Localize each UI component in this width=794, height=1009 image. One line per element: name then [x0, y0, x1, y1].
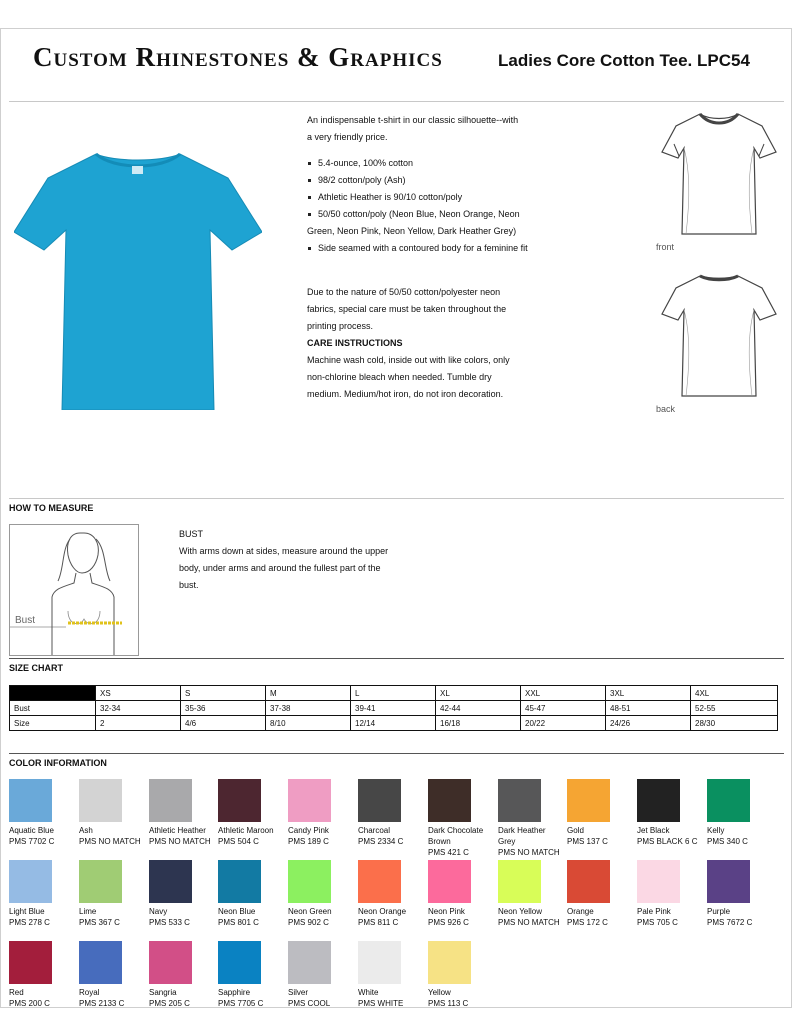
product-description	[307, 112, 547, 146]
color-swatch	[149, 860, 219, 928]
pms-code: PMS 2334 C	[358, 837, 404, 846]
color-swatch	[79, 779, 149, 847]
pms-code: PMS 421 C	[428, 848, 469, 857]
color-name: Yellow	[428, 988, 451, 997]
size-header-cell: L	[351, 686, 436, 701]
bust-row	[10, 701, 778, 716]
pms-code: PMS 205 C	[149, 999, 190, 1008]
size-cell: 32-34	[96, 701, 181, 716]
color-name: Neon Pink	[428, 907, 465, 916]
feature-item-continued: Green, Neon Pink, Neon Yellow, Dark Heather Grey)	[307, 226, 517, 236]
color-swatch	[149, 941, 219, 1009]
feature-item: Side seamed with a contoured body for a feminine fit	[307, 240, 557, 257]
color-chip	[288, 941, 331, 984]
color-name: Neon Green	[288, 907, 332, 916]
color-swatch	[288, 860, 358, 928]
care-line: Machine wash cold, inside out with like colors, only	[307, 355, 510, 365]
size-cell: 39-41	[351, 701, 436, 716]
size-cell: 4/6	[181, 716, 266, 731]
color-swatch	[498, 860, 568, 928]
color-chip	[428, 941, 471, 984]
color-swatch	[567, 860, 637, 928]
color-swatch	[9, 941, 79, 1009]
pms-code: PMS NO MATCH	[498, 918, 560, 927]
size-cell: 8/10	[266, 716, 351, 731]
pms-code: PMS 200 C	[9, 999, 50, 1008]
color-chip	[79, 779, 122, 822]
color-name: Orange	[567, 907, 594, 916]
size-header-cell: XXL	[521, 686, 606, 701]
header-divider	[9, 101, 784, 102]
how-to-measure-heading: HOW TO MEASURE	[9, 503, 94, 513]
color-chip	[149, 941, 192, 984]
tee-body	[14, 154, 262, 410]
pms-code: PMS WHITE	[358, 999, 404, 1008]
color-chip	[79, 941, 122, 984]
brand-title: Custom Rhinestones & Graphics	[33, 42, 443, 72]
color-name: Aquatic Blue	[9, 826, 54, 835]
size-cell: 45-47	[521, 701, 606, 716]
color-name: Lime	[79, 907, 97, 916]
color-chip	[428, 779, 471, 822]
color-chip	[567, 779, 610, 822]
color-chip	[707, 860, 750, 903]
section-divider	[9, 658, 784, 659]
care-block	[307, 284, 537, 403]
color-name: Candy Pink	[288, 826, 329, 835]
front-line-drawing	[660, 110, 778, 238]
color-chip	[428, 860, 471, 903]
pms-code: PMS BLACK 6 C	[637, 837, 698, 846]
pms-code: PMS 533 C	[149, 918, 190, 927]
size-header-cell: S	[181, 686, 266, 701]
size-cell: 24/26	[606, 716, 691, 731]
front-caption: front	[656, 242, 675, 252]
section-divider	[9, 498, 784, 499]
color-name: Royal	[79, 988, 100, 997]
measure-figure	[9, 524, 139, 656]
color-name: Navy	[149, 907, 168, 916]
bust-text-line: body, under arms and around the fullest part of the	[179, 563, 381, 573]
pms-code: PMS 705 C	[637, 918, 678, 927]
color-swatch	[567, 779, 637, 847]
color-chip	[498, 779, 541, 822]
color-name: Charcoal	[358, 826, 391, 835]
color-name: Kelly	[707, 826, 725, 835]
size-cell: 52-55	[691, 701, 778, 716]
color-chip	[707, 779, 750, 822]
color-name: Sangria	[149, 988, 177, 997]
color-swatch	[707, 860, 777, 928]
pms-code: PMS 340 C	[707, 837, 748, 846]
size-header-cell: 4XL	[691, 686, 778, 701]
color-name: Silver	[288, 988, 309, 997]
color-name: Red	[9, 988, 24, 997]
row-label: Bust	[10, 701, 96, 716]
pms-code: PMS 2133 C	[79, 999, 125, 1008]
color-swatch	[218, 941, 288, 1009]
pms-code: PMS 902 C	[288, 918, 329, 927]
color-name: Purple	[707, 907, 731, 916]
color-swatch	[9, 860, 79, 928]
pms-code: PMS 801 C	[218, 918, 259, 927]
color-chip	[149, 779, 192, 822]
pms-code: PMS 189 C	[288, 837, 329, 846]
color-name: Athletic Maroon	[218, 826, 274, 835]
color-swatch	[149, 779, 219, 847]
color-swatch	[707, 779, 777, 847]
care-line: medium. Medium/hot iron, do not iron decoration.	[307, 389, 504, 399]
size-chart-table	[9, 685, 778, 731]
back-line-drawing	[660, 272, 778, 400]
color-chip	[79, 860, 122, 903]
color-name: Dark Chocolate	[428, 826, 484, 835]
pms-code: PMS 172 C	[567, 918, 608, 927]
color-name: Pale Pink	[637, 907, 671, 916]
color-swatch	[9, 779, 79, 847]
size-cell: 37-38	[266, 701, 351, 716]
care-heading: CARE INSTRUCTIONS	[307, 338, 403, 348]
size-header-cell: 3XL	[606, 686, 691, 701]
size-header-cell: XS	[96, 686, 181, 701]
feature-item: 5.4-ounce, 100% cotton	[307, 155, 557, 172]
color-name: Brown	[428, 837, 451, 846]
female-figure-illustration	[10, 525, 139, 656]
size-cell: 42-44	[436, 701, 521, 716]
size-cell: 12/14	[351, 716, 436, 731]
color-chip	[637, 860, 680, 903]
neon-note-line: fabrics, special care must be taken throughout the	[307, 304, 507, 314]
pms-code: PMS 7702 C	[9, 837, 55, 846]
pms-code: PMS NO MATCH	[149, 837, 211, 846]
pms-code: PMS NO MATCH	[79, 837, 141, 846]
color-name: Dark Heather	[498, 826, 546, 835]
color-chip	[498, 860, 541, 903]
color-chip	[218, 779, 261, 822]
color-swatch	[79, 941, 149, 1009]
size-cell: 20/22	[521, 716, 606, 731]
size-cell: 2	[96, 716, 181, 731]
color-name: Neon Blue	[218, 907, 256, 916]
color-swatch	[637, 779, 707, 847]
pms-code: PMS COOL	[288, 999, 331, 1008]
pms-code: PMS 137 C	[567, 837, 608, 846]
color-chip	[567, 860, 610, 903]
color-chip	[358, 779, 401, 822]
color-swatch	[218, 860, 288, 928]
size-row	[10, 716, 778, 731]
feature-list	[307, 155, 557, 257]
color-swatch	[288, 941, 358, 1009]
color-swatch	[428, 860, 498, 928]
color-name: Neon Orange	[358, 907, 407, 916]
bust-figure-label: Bust	[15, 615, 36, 626]
color-chip	[637, 779, 680, 822]
color-chip	[288, 860, 331, 903]
bust-text-line: bust.	[179, 580, 199, 590]
color-swatch	[79, 860, 149, 928]
feature-item: Athletic Heather is 90/10 cotton/poly	[307, 189, 557, 206]
color-swatch	[428, 779, 498, 858]
color-name: Jet Black	[637, 826, 670, 835]
pms-code: PMS 113 C	[428, 999, 469, 1008]
color-chip	[9, 779, 52, 822]
color-chip	[218, 860, 261, 903]
color-swatch	[637, 860, 707, 928]
size-header-cell: M	[266, 686, 351, 701]
color-name: Gold	[567, 826, 584, 835]
color-chip	[358, 860, 401, 903]
feature-item: 98/2 cotton/poly (Ash)	[307, 172, 557, 189]
size-chart-heading: SIZE CHART	[9, 663, 63, 673]
bust-text-line: With arms down at sides, measure around the upper	[179, 546, 389, 556]
tee-label	[132, 166, 143, 174]
color-chip	[149, 860, 192, 903]
color-chip	[9, 860, 52, 903]
size-cell: 48-51	[606, 701, 691, 716]
color-name: White	[358, 988, 379, 997]
pms-code: PMS 367 C	[79, 918, 120, 927]
pms-code: PMS 7705 C	[218, 999, 264, 1008]
description-line: An indispensable t-shirt in our classic silhouette--with	[307, 115, 519, 125]
size-header-cell: XL	[436, 686, 521, 701]
color-chip	[358, 941, 401, 984]
description-line: a very friendly price.	[307, 132, 388, 142]
product-photo	[14, 148, 262, 410]
neon-note-line: printing process.	[307, 321, 374, 331]
color-chip	[288, 779, 331, 822]
pms-code: PMS NO MATCH	[498, 848, 560, 857]
color-chip	[9, 941, 52, 984]
color-name: Ash	[79, 826, 93, 835]
bust-instructions	[179, 526, 409, 594]
color-swatch	[428, 941, 498, 1009]
row-label: Size	[10, 716, 96, 731]
pms-code: PMS 278 C	[9, 918, 50, 927]
size-cell: 35-36	[181, 701, 266, 716]
color-chip	[218, 941, 261, 984]
color-name: Sapphire	[218, 988, 251, 997]
color-swatch	[498, 779, 568, 858]
size-cell: 16/18	[436, 716, 521, 731]
color-name: Light Blue	[9, 907, 45, 916]
pms-code: PMS 7672 C	[707, 918, 753, 927]
color-name: Athletic Heather	[149, 826, 206, 835]
care-line: non-chlorine bleach when needed. Tumble dry	[307, 372, 492, 382]
color-info-heading: COLOR INFORMATION	[9, 758, 107, 768]
color-swatch	[358, 941, 428, 1009]
size-cell: 28/30	[691, 716, 778, 731]
back-caption: back	[656, 404, 676, 414]
header-corner-cell	[10, 686, 96, 701]
neon-note-line: Due to the nature of 50/50 cotton/polyester neon	[307, 287, 501, 297]
feature-item: 50/50 cotton/poly (Neon Blue, Neon Orange, Neon	[307, 206, 557, 223]
color-swatch	[358, 860, 428, 928]
size-header-row	[10, 686, 778, 701]
color-name: Neon Yellow	[498, 907, 543, 916]
color-swatch	[358, 779, 428, 847]
product-title: Ladies Core Cotton Tee. LPC54	[498, 51, 750, 70]
color-swatch	[218, 779, 288, 847]
pms-code: PMS 504 C	[218, 837, 259, 846]
color-swatch	[288, 779, 358, 847]
section-divider	[9, 753, 784, 754]
pms-code: PMS 811 C	[358, 918, 399, 927]
bust-title: BUST	[179, 529, 204, 539]
pms-code: PMS 926 C	[428, 918, 469, 927]
color-name: Grey	[498, 837, 516, 846]
